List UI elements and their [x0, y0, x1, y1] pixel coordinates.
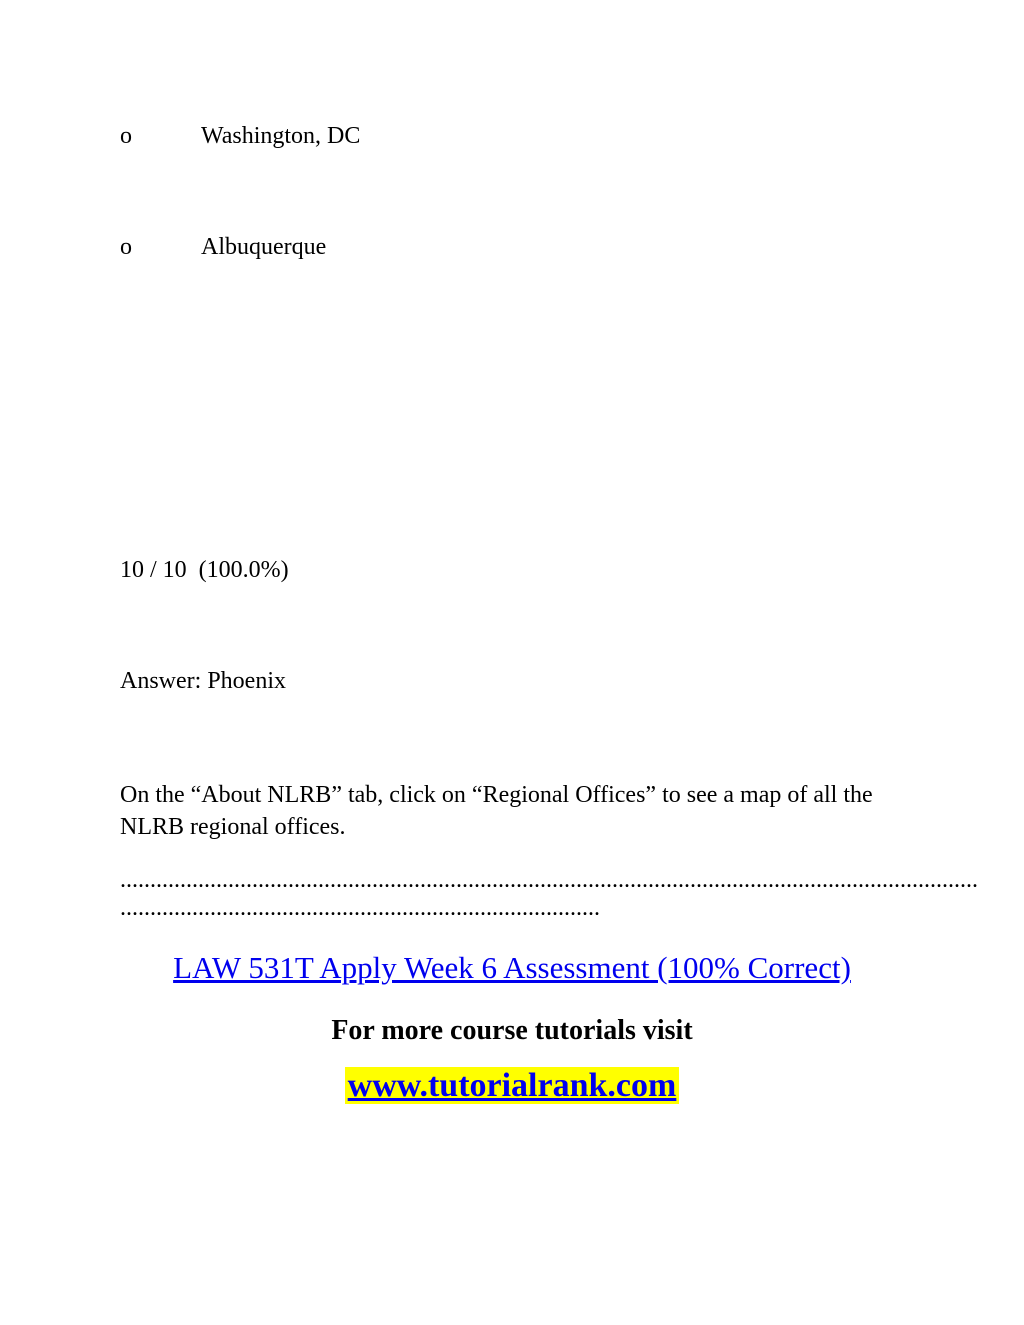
separator-line-1: ...............................................................................................................................................: [120, 867, 978, 893]
score-points: 10 / 10: [120, 557, 187, 583]
option-label: Albuquerque: [201, 234, 327, 260]
option-albuquerque: [120, 233, 326, 261]
option-bullet: o: [120, 123, 132, 149]
course-title-link[interactable]: LAW 531T Apply Week 6 Assessment (100% Correct): [173, 950, 851, 985]
option-washington: [120, 122, 360, 150]
separator-line-2: ................................................................................: [120, 895, 600, 921]
more-tutorials-text: For more course tutorials visit: [331, 1015, 693, 1046]
instruction-text: On the “About NLRB” tab, click on “Regional Offices” to see a map of all the NLRB regional offices.: [120, 782, 873, 840]
option-bullet: o: [120, 234, 132, 260]
site-link-container: [0, 1066, 1024, 1106]
option-label: Washington, DC: [201, 123, 361, 149]
score-line: [120, 556, 289, 584]
course-title: [0, 950, 1024, 986]
site-link[interactable]: www.tutorialrank.com: [345, 1067, 680, 1104]
dotted-separator: [120, 866, 978, 922]
answer-text: Answer: Phoenix: [120, 668, 286, 694]
score-percent: (100.0%): [198, 557, 289, 583]
